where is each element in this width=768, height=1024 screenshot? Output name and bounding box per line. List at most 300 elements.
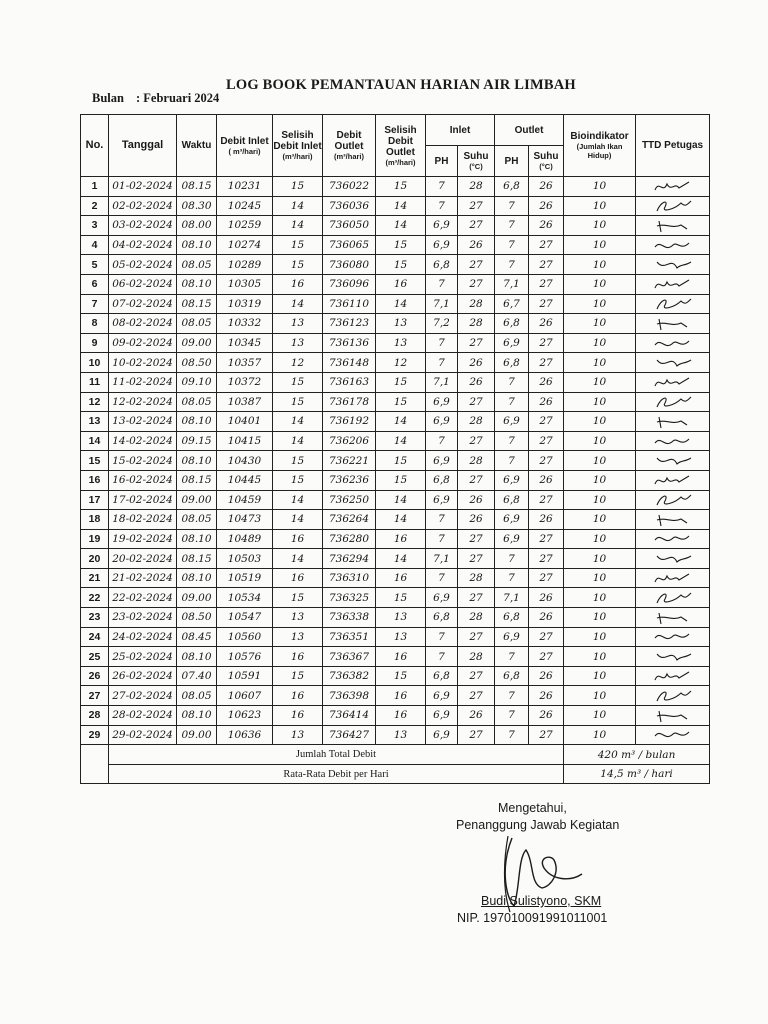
- signature-mark: [651, 726, 695, 743]
- row-debit-inlet: 10591: [217, 666, 273, 686]
- row-ph-inlet: 7: [426, 333, 458, 353]
- summary-body: [81, 745, 710, 784]
- row-debit-inlet: 10623: [217, 706, 273, 726]
- row-bioindikator: 10: [564, 235, 636, 255]
- row-selisih-inlet: 14: [273, 294, 323, 314]
- row-ph-outlet: 6,9: [495, 333, 529, 353]
- month-value: : Februari 2024: [135, 91, 220, 105]
- row-officer-signature: [636, 588, 710, 608]
- header-suhu-outlet-unit: (°C): [539, 162, 553, 171]
- row-time: 09.00: [177, 490, 217, 510]
- row-ph-inlet: 7,1: [426, 372, 458, 392]
- row-time: 08.30: [177, 196, 217, 216]
- row-suhu-inlet: 28: [458, 294, 495, 314]
- row-suhu-outlet: 27: [529, 412, 564, 432]
- row-bioindikator: 10: [564, 510, 636, 530]
- row-ph-outlet: 6,8: [495, 177, 529, 197]
- row-time: 08.05: [177, 510, 217, 530]
- row-time: 08.15: [177, 294, 217, 314]
- table-row: [81, 294, 710, 314]
- row-debit-outlet: 736264: [323, 510, 376, 530]
- row-suhu-inlet: 27: [458, 686, 495, 706]
- row-number: 25: [81, 647, 109, 667]
- row-officer-signature: [636, 314, 710, 334]
- row-time: 09.00: [177, 725, 217, 745]
- row-debit-inlet: 10534: [217, 588, 273, 608]
- row-suhu-inlet: 27: [458, 549, 495, 569]
- average-debit-value: 14,5 m³ / hari: [564, 764, 710, 784]
- row-ph-outlet: 7,1: [495, 274, 529, 294]
- row-date: 09-02-2024: [109, 333, 177, 353]
- table-row: [81, 608, 710, 628]
- signature-mark: [651, 256, 695, 273]
- header-ttd: TTD Petugas: [636, 115, 710, 177]
- row-officer-signature: [636, 510, 710, 530]
- row-selisih-outlet: 14: [376, 549, 426, 569]
- header-debit-outlet-unit: (m³/hari): [334, 152, 364, 161]
- row-number: 19: [81, 529, 109, 549]
- table-row: [81, 372, 710, 392]
- row-suhu-outlet: 26: [529, 372, 564, 392]
- row-debit-outlet: 736221: [323, 451, 376, 471]
- header-bioindikator-label: Bioindikator: [570, 131, 629, 142]
- row-date: 17-02-2024: [109, 490, 177, 510]
- row-suhu-outlet: 27: [529, 255, 564, 275]
- row-date: 12-02-2024: [109, 392, 177, 412]
- row-number: 2: [81, 196, 109, 216]
- table-row: [81, 470, 710, 490]
- row-suhu-inlet: 27: [458, 216, 495, 236]
- row-bioindikator: 10: [564, 196, 636, 216]
- row-ph-outlet: 6,8: [495, 608, 529, 628]
- row-debit-outlet: 736398: [323, 686, 376, 706]
- row-date: 11-02-2024: [109, 372, 177, 392]
- row-number: 3: [81, 216, 109, 236]
- row-officer-signature: [636, 686, 710, 706]
- row-ph-inlet: 7,2: [426, 314, 458, 334]
- row-date: 05-02-2024: [109, 255, 177, 275]
- row-selisih-outlet: 15: [376, 372, 426, 392]
- header-waktu: Waktu: [177, 115, 217, 177]
- row-ph-inlet: 6,9: [426, 235, 458, 255]
- row-officer-signature: [636, 196, 710, 216]
- signature-mark: [651, 237, 695, 254]
- row-suhu-outlet: 27: [529, 725, 564, 745]
- table-row: [81, 196, 710, 216]
- row-bioindikator: 10: [564, 529, 636, 549]
- row-debit-outlet: 736050: [323, 216, 376, 236]
- header-selisih-inlet-label: Selisih Debit Inlet: [273, 130, 322, 152]
- row-bioindikator: 10: [564, 216, 636, 236]
- header-debit-inlet-label: Debit Inlet: [220, 135, 269, 147]
- row-suhu-inlet: 26: [458, 235, 495, 255]
- row-suhu-outlet: 27: [529, 235, 564, 255]
- signature-mark: [651, 687, 695, 704]
- row-time: 09.00: [177, 588, 217, 608]
- row-debit-inlet: 10560: [217, 627, 273, 647]
- row-ph-outlet: 7: [495, 568, 529, 588]
- row-time: 08.10: [177, 706, 217, 726]
- row-suhu-outlet: 26: [529, 588, 564, 608]
- table-row: [81, 177, 710, 197]
- signature-mark: [651, 393, 695, 410]
- row-debit-inlet: 10636: [217, 725, 273, 745]
- row-time: 07.40: [177, 666, 217, 686]
- log-table: [80, 114, 710, 784]
- row-bioindikator: 10: [564, 568, 636, 588]
- row-suhu-inlet: 27: [458, 470, 495, 490]
- row-number: 1: [81, 177, 109, 197]
- row-ph-inlet: 7: [426, 529, 458, 549]
- row-selisih-inlet: 15: [273, 666, 323, 686]
- row-selisih-outlet: 14: [376, 196, 426, 216]
- row-debit-outlet: 736250: [323, 490, 376, 510]
- table-row: [81, 353, 710, 373]
- document-title: LOG BOOK PEMANTAUAN HARIAN AIR LIMBAH: [226, 77, 576, 93]
- row-time: 08.10: [177, 451, 217, 471]
- row-selisih-inlet: 14: [273, 431, 323, 451]
- row-suhu-outlet: 27: [529, 451, 564, 471]
- row-ph-inlet: 6,9: [426, 490, 458, 510]
- row-bioindikator: 10: [564, 627, 636, 647]
- signature-mark: [651, 530, 695, 547]
- row-suhu-outlet: 26: [529, 216, 564, 236]
- row-date: 13-02-2024: [109, 412, 177, 432]
- row-selisih-inlet: 14: [273, 549, 323, 569]
- row-debit-outlet: 736236: [323, 470, 376, 490]
- row-selisih-outlet: 15: [376, 470, 426, 490]
- row-debit-outlet: 736036: [323, 196, 376, 216]
- row-suhu-inlet: 27: [458, 274, 495, 294]
- row-ph-outlet: 7: [495, 255, 529, 275]
- row-debit-inlet: 10245: [217, 196, 273, 216]
- row-officer-signature: [636, 529, 710, 549]
- row-bioindikator: 10: [564, 490, 636, 510]
- row-selisih-inlet: 13: [273, 608, 323, 628]
- row-suhu-outlet: 27: [529, 568, 564, 588]
- row-selisih-outlet: 15: [376, 235, 426, 255]
- row-suhu-inlet: 26: [458, 510, 495, 530]
- signature-mark: [651, 178, 695, 195]
- row-ph-inlet: 6,9: [426, 392, 458, 412]
- header-bioindikator: [564, 115, 636, 177]
- row-time: 08.05: [177, 392, 217, 412]
- row-officer-signature: [636, 216, 710, 236]
- row-selisih-outlet: 15: [376, 666, 426, 686]
- row-selisih-inlet: 15: [273, 255, 323, 275]
- row-ph-outlet: 7: [495, 196, 529, 216]
- responsible-name: Budi Sulistyono, SKM: [481, 894, 602, 908]
- row-ph-outlet: 7: [495, 725, 529, 745]
- row-bioindikator: 10: [564, 294, 636, 314]
- row-ph-outlet: 7: [495, 216, 529, 236]
- row-debit-inlet: 10401: [217, 412, 273, 432]
- row-ph-inlet: 7: [426, 510, 458, 530]
- header-ph-inlet: PH: [426, 146, 458, 177]
- row-debit-outlet: 736178: [323, 392, 376, 412]
- total-debit-value: 420 m³ / bulan: [564, 745, 710, 765]
- row-selisih-inlet: 14: [273, 196, 323, 216]
- row-ph-inlet: 7: [426, 274, 458, 294]
- row-suhu-inlet: 27: [458, 255, 495, 275]
- row-officer-signature: [636, 177, 710, 197]
- row-selisih-outlet: 13: [376, 627, 426, 647]
- row-officer-signature: [636, 353, 710, 373]
- row-officer-signature: [636, 608, 710, 628]
- row-bioindikator: 10: [564, 333, 636, 353]
- responsible-nip: NIP. 197010091991011001: [457, 911, 608, 925]
- row-selisih-outlet: 14: [376, 294, 426, 314]
- header-debit-inlet: [217, 115, 273, 177]
- signature-mark: [651, 648, 695, 665]
- row-suhu-inlet: 28: [458, 177, 495, 197]
- row-officer-signature: [636, 725, 710, 745]
- row-date: 26-02-2024: [109, 666, 177, 686]
- row-selisih-inlet: 15: [273, 177, 323, 197]
- header-suhu-inlet-label: Suhu: [463, 151, 489, 162]
- summary-average-row: [81, 764, 710, 784]
- row-selisih-inlet: 12: [273, 353, 323, 373]
- row-ph-inlet: 6,9: [426, 216, 458, 236]
- row-suhu-inlet: 27: [458, 529, 495, 549]
- row-officer-signature: [636, 490, 710, 510]
- row-ph-inlet: 6,9: [426, 686, 458, 706]
- table-row: [81, 588, 710, 608]
- row-suhu-inlet: 28: [458, 451, 495, 471]
- row-number: 18: [81, 510, 109, 530]
- row-debit-outlet: 736136: [323, 333, 376, 353]
- row-date: 02-02-2024: [109, 196, 177, 216]
- row-suhu-outlet: 27: [529, 490, 564, 510]
- row-selisih-outlet: 14: [376, 412, 426, 432]
- header-no: No.: [81, 115, 109, 177]
- row-suhu-inlet: 28: [458, 314, 495, 334]
- row-selisih-outlet: 16: [376, 529, 426, 549]
- row-time: 08.10: [177, 274, 217, 294]
- row-debit-inlet: 10345: [217, 333, 273, 353]
- header-ph-outlet: PH: [495, 146, 529, 177]
- row-debit-outlet: 736294: [323, 549, 376, 569]
- row-bioindikator: 10: [564, 647, 636, 667]
- row-date: 21-02-2024: [109, 568, 177, 588]
- signature-mark: [651, 433, 695, 450]
- row-debit-outlet: 736427: [323, 725, 376, 745]
- row-debit-outlet: 736022: [323, 177, 376, 197]
- row-time: 08.15: [177, 177, 217, 197]
- signature-mark: [651, 707, 695, 724]
- row-date: 06-02-2024: [109, 274, 177, 294]
- row-time: 09.10: [177, 372, 217, 392]
- row-selisih-inlet: 14: [273, 510, 323, 530]
- row-debit-outlet: 736080: [323, 255, 376, 275]
- row-debit-outlet: 736192: [323, 412, 376, 432]
- header-suhu-outlet: [529, 146, 564, 177]
- header-outlet: Outlet: [495, 115, 564, 146]
- row-suhu-inlet: 26: [458, 353, 495, 373]
- row-suhu-outlet: 26: [529, 666, 564, 686]
- row-debit-outlet: 736163: [323, 372, 376, 392]
- row-bioindikator: 10: [564, 725, 636, 745]
- row-date: 25-02-2024: [109, 647, 177, 667]
- header-selisih-outlet-unit: (m³/hari): [385, 157, 416, 167]
- row-ph-outlet: 6,9: [495, 510, 529, 530]
- table-row: [81, 686, 710, 706]
- row-debit-inlet: 10372: [217, 372, 273, 392]
- row-ph-inlet: 6,8: [426, 470, 458, 490]
- row-suhu-outlet: 26: [529, 608, 564, 628]
- row-bioindikator: 10: [564, 588, 636, 608]
- row-ph-outlet: 7,1: [495, 588, 529, 608]
- header-bioindikator-sub: (Jumlah Ikan Hidup): [576, 142, 623, 160]
- row-number: 22: [81, 588, 109, 608]
- row-number: 4: [81, 235, 109, 255]
- row-ph-inlet: 6,8: [426, 608, 458, 628]
- row-officer-signature: [636, 666, 710, 686]
- row-selisih-outlet: 13: [376, 608, 426, 628]
- signature-mark: [651, 217, 695, 234]
- row-officer-signature: [636, 451, 710, 471]
- table-row: [81, 431, 710, 451]
- row-debit-inlet: 10607: [217, 686, 273, 706]
- row-suhu-inlet: 27: [458, 588, 495, 608]
- table-row: [81, 412, 710, 432]
- row-number: 9: [81, 333, 109, 353]
- signature-mark: [651, 315, 695, 332]
- header-selisih-outlet-label: Selisih Debit Outlet: [384, 124, 417, 158]
- row-number: 7: [81, 294, 109, 314]
- row-number: 27: [81, 686, 109, 706]
- row-selisih-inlet: 14: [273, 216, 323, 236]
- row-time: 08.00: [177, 216, 217, 236]
- row-suhu-inlet: 26: [458, 372, 495, 392]
- header-selisih-inlet-unit: (m³/hari): [282, 152, 313, 161]
- row-selisih-inlet: 13: [273, 725, 323, 745]
- table-row: [81, 392, 710, 412]
- row-debit-outlet: 736414: [323, 706, 376, 726]
- row-debit-outlet: 736096: [323, 274, 376, 294]
- row-selisih-inlet: 15: [273, 470, 323, 490]
- header-suhu-inlet: [458, 146, 495, 177]
- row-debit-inlet: 10274: [217, 235, 273, 255]
- signature-mark: [651, 511, 695, 528]
- row-selisih-outlet: 16: [376, 686, 426, 706]
- row-ph-outlet: 7: [495, 392, 529, 412]
- row-selisih-outlet: 13: [376, 314, 426, 334]
- row-number: 29: [81, 725, 109, 745]
- row-time: 09.00: [177, 333, 217, 353]
- row-ph-outlet: 6,9: [495, 627, 529, 647]
- row-selisih-outlet: 16: [376, 647, 426, 667]
- row-suhu-outlet: 26: [529, 470, 564, 490]
- row-selisih-inlet: 15: [273, 392, 323, 412]
- row-bioindikator: 10: [564, 451, 636, 471]
- signature-mark: [651, 276, 695, 293]
- row-ph-inlet: 6,8: [426, 666, 458, 686]
- header-tanggal: Tanggal: [109, 115, 177, 177]
- row-date: 04-02-2024: [109, 235, 177, 255]
- row-bioindikator: 10: [564, 686, 636, 706]
- row-suhu-outlet: 27: [529, 431, 564, 451]
- row-time: 08.45: [177, 627, 217, 647]
- row-number: 28: [81, 706, 109, 726]
- row-date: 08-02-2024: [109, 314, 177, 334]
- row-debit-outlet: 736367: [323, 647, 376, 667]
- row-officer-signature: [636, 431, 710, 451]
- row-debit-inlet: 10387: [217, 392, 273, 412]
- row-selisih-inlet: 16: [273, 686, 323, 706]
- row-number: 23: [81, 608, 109, 628]
- row-suhu-outlet: 27: [529, 274, 564, 294]
- row-debit-inlet: 10430: [217, 451, 273, 471]
- row-bioindikator: 10: [564, 177, 636, 197]
- header-debit-outlet-label: Debit Outlet: [334, 130, 364, 152]
- summary-total-row: [81, 745, 710, 765]
- row-number: 13: [81, 412, 109, 432]
- row-date: 19-02-2024: [109, 529, 177, 549]
- row-selisih-inlet: 14: [273, 490, 323, 510]
- header-suhu-outlet-label: Suhu: [533, 151, 559, 162]
- row-ph-outlet: 6,9: [495, 412, 529, 432]
- row-selisih-outlet: 15: [376, 588, 426, 608]
- row-ph-outlet: 7: [495, 235, 529, 255]
- row-selisih-inlet: 15: [273, 451, 323, 471]
- row-debit-inlet: 10445: [217, 470, 273, 490]
- row-suhu-outlet: 26: [529, 686, 564, 706]
- row-selisih-outlet: 12: [376, 353, 426, 373]
- row-selisih-outlet: 14: [376, 216, 426, 236]
- row-number: 6: [81, 274, 109, 294]
- row-debit-inlet: 10519: [217, 568, 273, 588]
- row-selisih-inlet: 13: [273, 627, 323, 647]
- row-date: 28-02-2024: [109, 706, 177, 726]
- row-time: 08.10: [177, 412, 217, 432]
- row-ph-inlet: 6,9: [426, 588, 458, 608]
- table-row: [81, 725, 710, 745]
- row-number: 17: [81, 490, 109, 510]
- row-suhu-inlet: 27: [458, 666, 495, 686]
- row-ph-inlet: 7: [426, 177, 458, 197]
- row-suhu-inlet: 28: [458, 608, 495, 628]
- row-ph-outlet: 7: [495, 431, 529, 451]
- row-date: 27-02-2024: [109, 686, 177, 706]
- row-bioindikator: 10: [564, 431, 636, 451]
- row-suhu-outlet: 27: [529, 353, 564, 373]
- row-suhu-inlet: 28: [458, 412, 495, 432]
- row-ph-inlet: 7: [426, 568, 458, 588]
- row-date: 24-02-2024: [109, 627, 177, 647]
- table-row: [81, 274, 710, 294]
- row-bioindikator: 10: [564, 549, 636, 569]
- row-time: 08.15: [177, 549, 217, 569]
- row-debit-inlet: 10357: [217, 353, 273, 373]
- month-label: Bulan: [92, 91, 124, 105]
- signature-mark: [651, 413, 695, 430]
- row-officer-signature: [636, 568, 710, 588]
- header-selisih-outlet: [376, 115, 426, 177]
- row-time: 08.50: [177, 608, 217, 628]
- row-suhu-outlet: 27: [529, 529, 564, 549]
- row-debit-outlet: 736206: [323, 431, 376, 451]
- row-ph-outlet: 6,9: [495, 529, 529, 549]
- row-selisih-inlet: 14: [273, 412, 323, 432]
- summary-blank: [81, 764, 109, 784]
- row-debit-inlet: 10305: [217, 274, 273, 294]
- row-suhu-inlet: 28: [458, 647, 495, 667]
- table-row: [81, 255, 710, 275]
- row-suhu-outlet: 27: [529, 647, 564, 667]
- row-ph-outlet: 6,8: [495, 314, 529, 334]
- signature-mark: [651, 550, 695, 567]
